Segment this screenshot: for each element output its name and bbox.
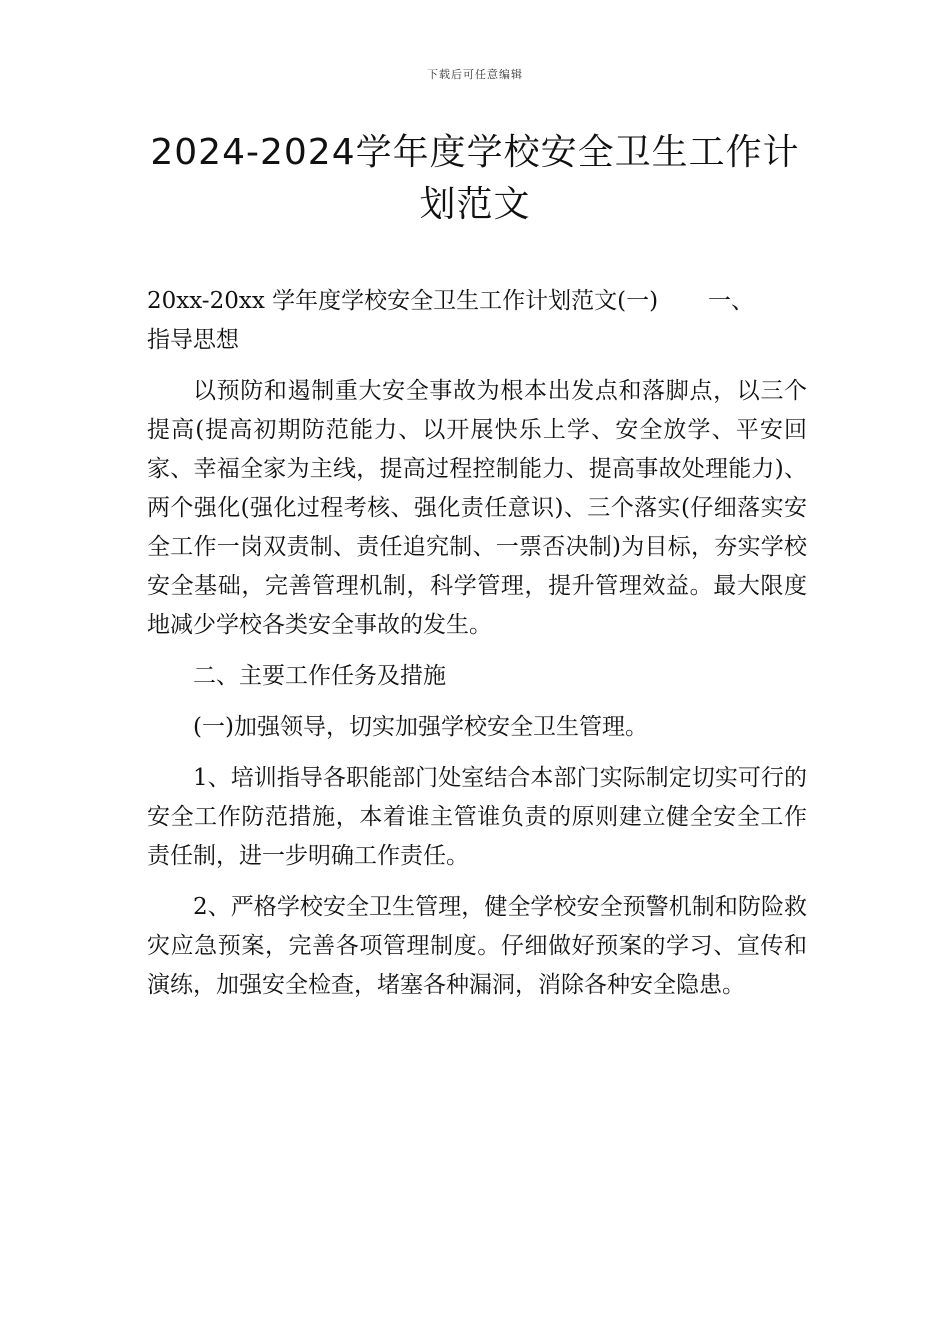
paragraph-guiding-thought: 以预防和遏制重大安全事故为根本出发点和落脚点，以三个提高(提高初期防范能力、以开展快乐上学、安全放学、平安回家、幸福全家为主线，提高过程控制能力、提高事故处理能力)、两个强化(强化过程考核、强化责任意识)、三个落实(仔细落实安全工作一岗双责制、责任追究制、一票否决制)为目标，夯实学校安全基础，完善管理机制，科学管理，提升管理效益。最大限度地减少学校各类安全事故的发生。: [147, 378, 807, 638]
document-body: [147, 282, 807, 1017]
subtitle-text: 20xx-20xx 学年度学校安全卫生工作计划范文(一): [147, 288, 659, 314]
section1-prefix: 一、: [708, 288, 755, 314]
document-title: 2024-2024学年度学校安全卫生工作计划范文: [150, 132, 800, 225]
paragraph-item-1: 1、培训指导各职能部门处室结合本部门实际制定切实可行的安全工作防范措施，本着谁主管谁负责的原则建立健全安全工作责任制，进一步明确工作责任。: [147, 765, 807, 869]
paragraph-item-2: 2、严格学校安全卫生管理，健全学校安全预警机制和防险救灾应急预案，完善各项管理制度。仔细做好预案的学习、宣传和演练，加强安全检查，堵塞各种漏洞，消除各种安全隐患。: [147, 894, 807, 998]
subtitle-line: [147, 282, 807, 321]
section1-heading: 指导思想: [147, 327, 239, 353]
subsection-heading: (一)加强领导，切实加强学校安全卫生管理。: [193, 714, 648, 740]
section2-heading: 二、主要工作任务及措施: [193, 663, 446, 689]
page-header-note: 下载后可任意编辑: [427, 68, 523, 81]
